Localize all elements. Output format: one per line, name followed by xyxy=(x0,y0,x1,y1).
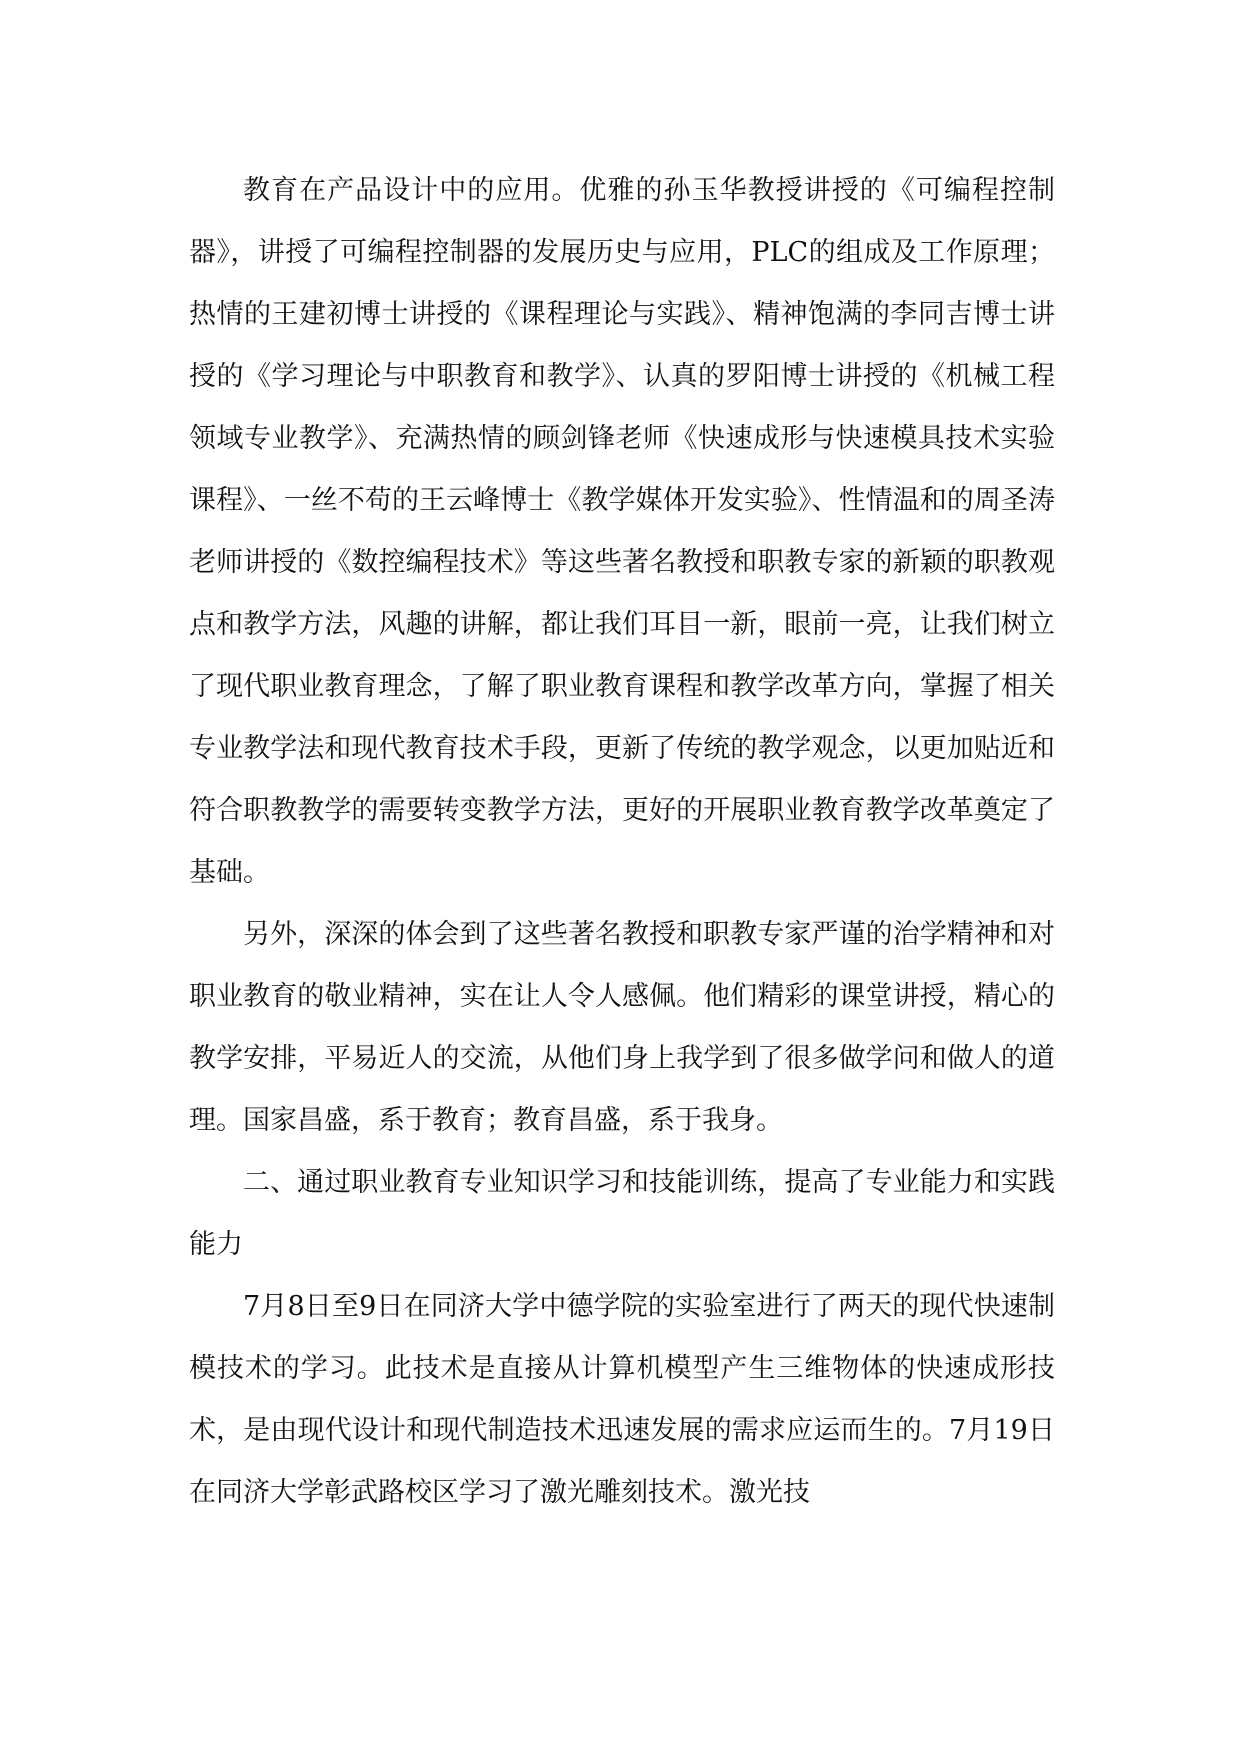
paragraph-2: 另外，深深的体会到了这些著名教授和职教专家严谨的治学精神和对职业教育的敬业精神，实在让人令人感佩。他们精彩的课堂讲授，精心的教学安排，平易近人的交流，从他们身上我学到了很多做学问和做人的道理。国家昌盛，系于教育；教育昌盛，系于我身。 xyxy=(189,919,1055,1136)
paragraph-1: 教育在产品设计中的应用。优雅的孙玉华教授讲授的《可编程控制器》，讲授了可编程控制器的发展历史与应用，PLC的组成及工作原理；热情的王建初博士讲授的《课程理论与实践》、精神饱满的李同吉博士讲授的《学习理论与中职教育和教学》、认真的罗阳博士讲授的《机械工程领域专业教学》、充满热情的顾剑锋老师《快速成形与快速模具技术实验课程》、一丝不苟的王云峰博士《教学媒体开发实验》、性情温和的周圣涛老师讲授的《数控编程技术》等这些著名教授和职教专家的新颖的职教观点和教学方法，风趣的讲解，都让我们耳目一新，眼前一亮，让我们树立了现代职业教育理念，了解了职业教育课程和教学改革方向，掌握了相关专业教学法和现代教育技术手段，更新了传统的教学观念，以更加贴近和符合职教教学的需要转变教学方法，更好的开展职业教育教学改革奠定了基础。 xyxy=(189,175,1055,888)
section-heading-2: 二、通过职业教育专业知识学习和技能训练，提高了专业能力和实践能力 xyxy=(189,1167,1055,1260)
paragraph-3: 7月8日至9日在同济大学中德学院的实验室进行了两天的现代快速制模技术的学习。此技术是直接从计算机模型产生三维物体的快速成形技术，是由现代设计和现代制造技术迅速发展的需求应运而生的。7月19日在同济大学彰武路校区学习了激光雕刻技术。激光技 xyxy=(189,1291,1055,1508)
body-text xyxy=(189,160,1055,1524)
